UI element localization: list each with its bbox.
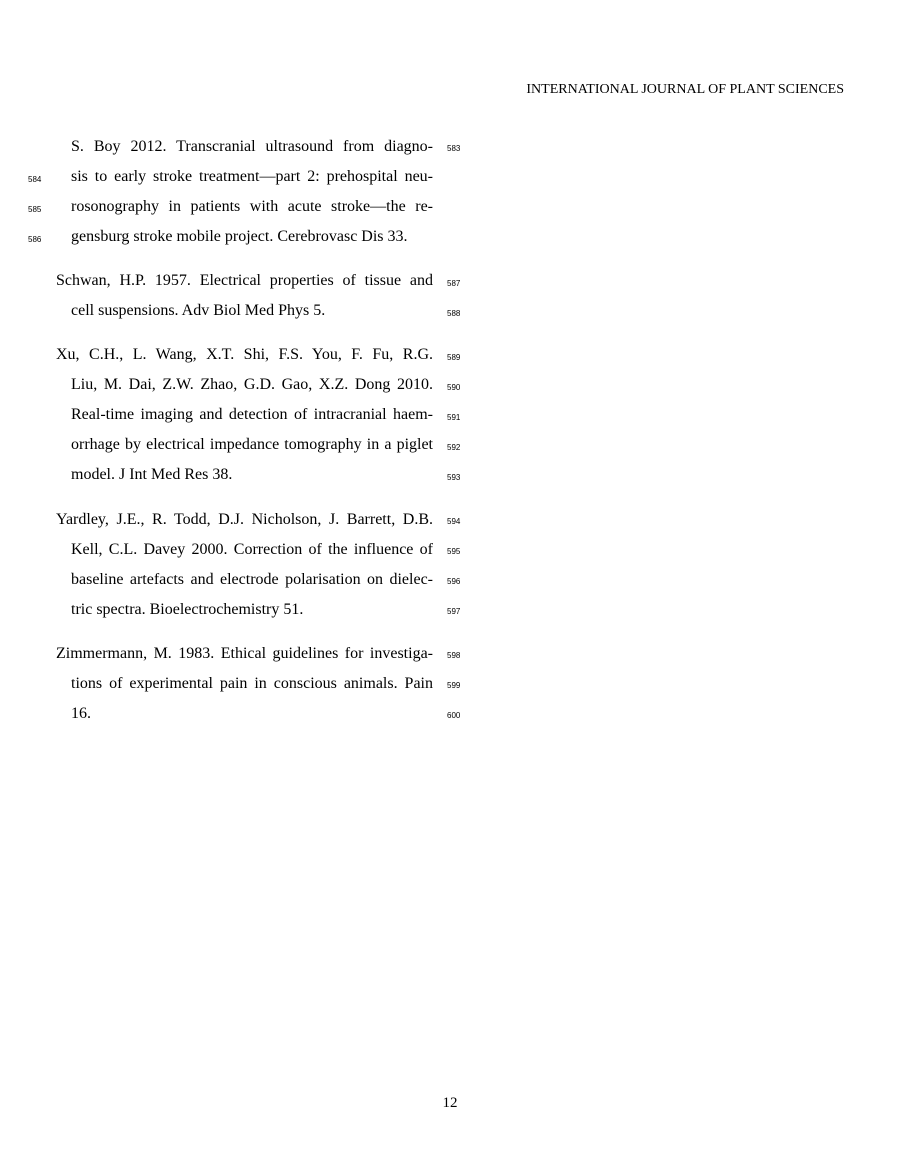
line-number: 598 [447,651,461,660]
line-number: 590 [447,383,461,392]
line-number: 593 [447,473,461,482]
reference-line: Liu, M. Dai, Z.W. Zhao, G.D. Gao, X.Z. Dong 2010. [71,376,433,393]
reference-line: S. Boy 2012. Transcranial ultrasound from diagno- [71,138,433,155]
line-number: 599 [447,681,461,690]
reference-line: baseline artefacts and electrode polarisation on dielec- [71,571,433,588]
reference-line: tions of experimental pain in conscious animals. Pain [71,675,433,692]
reference-line: Xu, C.H., L. Wang, X.T. Shi, F.S. You, F. Fu, R.G. [56,346,433,363]
reference-line: Kell, C.L. Davey 2000. Correction of the influence of [71,541,433,558]
reference-line: orrhage by electrical impedance tomography in a piglet [71,436,433,453]
reference-line: sis to early stroke treatment—part 2: prehospital neu- [71,168,433,185]
page-number: 12 [442,1095,458,1111]
line-number: 586 [28,235,42,244]
line-number: 594 [447,517,461,526]
running-header: INTERNATIONAL JOURNAL OF PLANT SCIENCES [526,82,844,97]
reference-line: Zimmermann, M. 1983. Ethical guidelines for investiga- [56,645,433,662]
reference-line: Real-time imaging and detection of intracranial haem- [71,406,433,423]
line-number: 587 [447,279,461,288]
line-number: 592 [447,443,461,452]
line-number: 595 [447,547,461,556]
reference-line: model. J Int Med Res 38. [71,466,233,483]
reference-line: gensburg stroke mobile project. Cerebrovasc Dis 33. [71,228,408,245]
reference-line: 16. [71,705,91,722]
reference-line: rosonography in patients with acute stroke—the re- [71,198,433,215]
reference-line: Schwan, H.P. 1957. Electrical properties of tissue and [56,272,433,289]
line-number: 585 [28,205,42,214]
line-number: 591 [447,413,461,422]
reference-line: cell suspensions. Adv Biol Med Phys 5. [71,302,326,319]
line-number: 597 [447,607,461,616]
reference-line: Yardley, J.E., R. Todd, D.J. Nicholson, J. Barrett, D.B. [56,511,433,528]
reference-line: tric spectra. Bioelectrochemistry 51. [71,601,304,618]
line-number: 600 [447,711,461,720]
line-number: 584 [28,175,42,184]
line-number: 583 [447,144,461,153]
line-number: 596 [447,577,461,586]
line-number: 588 [447,309,461,318]
line-number: 589 [447,353,461,362]
